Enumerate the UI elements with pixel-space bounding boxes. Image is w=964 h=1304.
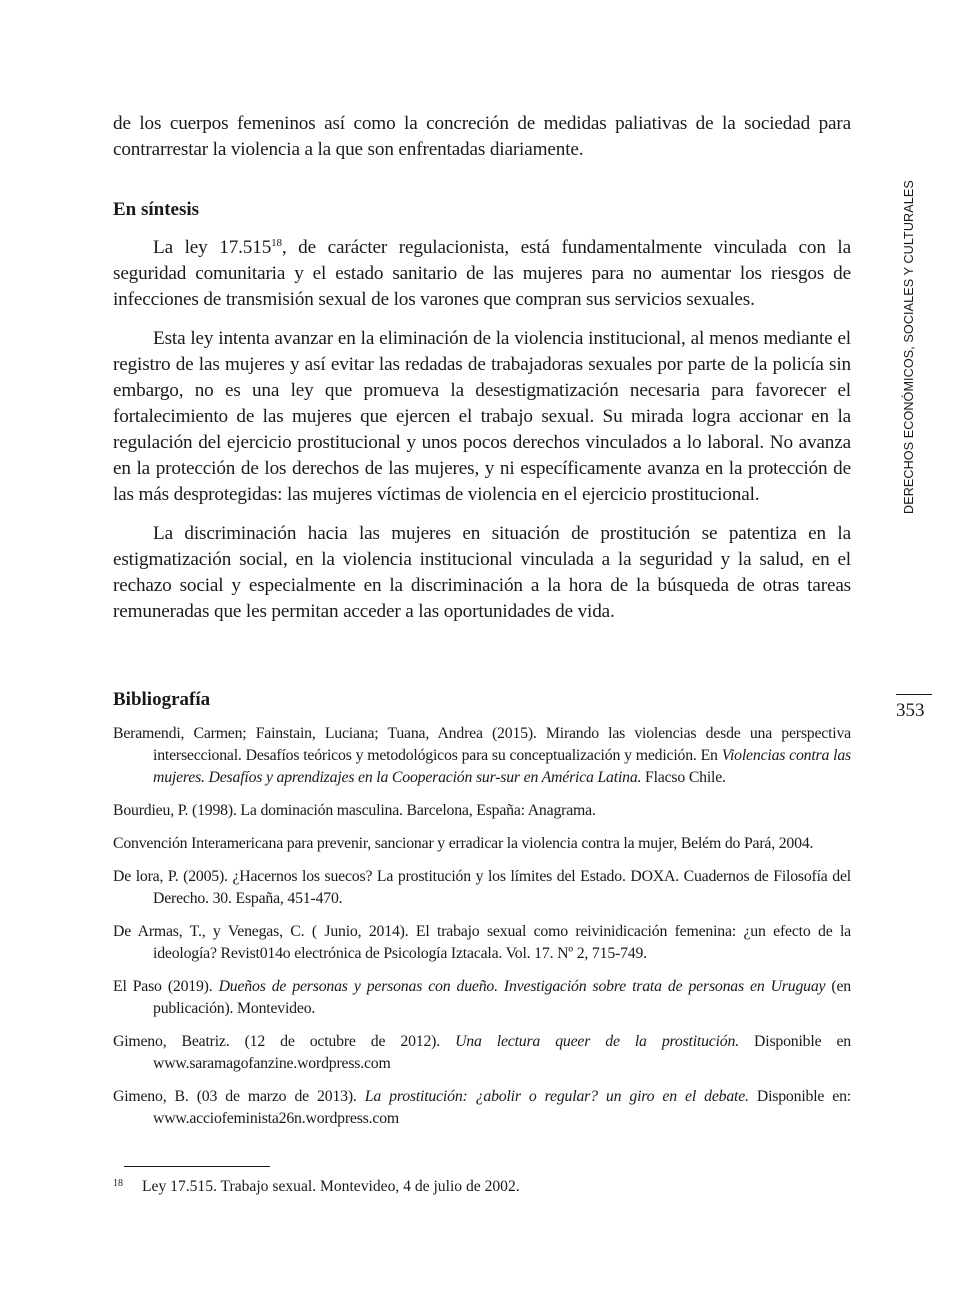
entry-text-end: Disponible en www.saramagofanzine.wordpress.com [153,1033,851,1072]
footnote-separator [124,1166,270,1167]
footnote-reference: 18 [271,237,282,249]
intro-paragraph-text: de los cuerpos femeninos así como la concreción de medidas paliativas de la sociedad para contrarrestar la violencia a la que son enfrentadas diariamente. [113,113,851,160]
bibliography-entry [113,976,851,1020]
entry-text: Gimeno, B. (03 de marzo de 2013). [113,1088,365,1105]
entry-text: Convención Interamericana para prevenir, sancionar y erradicar la violencia contra la mujer, Belém do Pará, 2004. [113,835,814,852]
bibliography-entry [113,723,851,789]
entry-title: La prostitución: ¿abolir o regular? un giro en el debate. [364,1088,749,1105]
entry-text: Beramendi, Carmen; Fainstain, Luciana; Tuana, Andrea (2015). Mirando las violencias desde una perspectiva interseccional. Desafíos teóricos y metodológicos para su conceptualización y medición. En [113,725,851,764]
entry-text-end: Flacso Chile. [641,769,726,786]
entry-text-end: Disponible en: www.acciofeminista26n.wordpress.com [153,1088,852,1127]
bibliography-list [113,723,851,1130]
entry-text: El Paso (2019). [113,978,219,995]
entry-text: De Armas, T., y Venegas, C. ( Junio, 2014). El trabajo sexual como reivinidicación femenina: ¿un efecto de la ideología? Revist014o electrónica de Psicología Iztacala. Vol. 17. Nº 2, 715-749. [113,923,851,962]
bibliography-entry [113,1031,851,1075]
page-number-rule [896,694,932,695]
law-reference-text: La ley 17.515 [153,237,272,258]
intro-paragraph [113,111,851,163]
entry-text: De lora, P. (2005). ¿Hacernos los suecos? La prostitución y los límites del Estado. DOXA. Cuadernos de Filosofía del Derecho. 30. España, 451-470. [113,868,851,907]
synthesis-paragraph-2: Esta ley intenta avanzar en la eliminación de la violencia institucional, al menos mediante el registro de las mujeres y así evitar las redadas de trabajadoras sexuales por parte de la policía sin embargo, no es una ley que promueva la desestigmatización necesaria para favorecer el fortalecimiento de las mujeres que ejercen el trabajo sexual. Su mirada logra accionar en la regulación del ejercicio prostitucional y unos pocos derechos vinculados a lo laboral. No avanza en la protección de los derechos de las mujeres, y ni específicamente avanza en la protección de las más desprotegidas: las mujeres víctimas de violencia en el ejercicio prostitucional. [113,328,851,505]
entry-text: Gimeno, Beatriz. (12 de octubre de 2012). [113,1033,456,1050]
bibliography-entry [113,921,851,965]
synthesis-section [113,235,851,625]
synthesis-paragraph-3: La discriminación hacia las mujeres en situación de prostitución se patentiza en la estigmatización social, en la violencia institucional vinculada a la seguridad y la salud, en el rechazo social y especialmente en la discriminación a la hora de la búsqueda de otras tareas remuneradas que les permitan acceder a las oportunidades de vida. [113,523,851,622]
synthesis-paragraph-1 [113,235,851,313]
bibliography-entry [113,1086,851,1130]
bibliography-entry [113,833,851,855]
section-heading-bibliography: Bibliografía [113,689,211,710]
entry-text-end: (en publicación). Montevideo. [153,978,852,1017]
entry-title: Una lectura queer de la prostitución. [455,1033,739,1050]
section-heading-synthesis: En síntesis [113,199,200,220]
entry-title: Violencias contra las mujeres. Desafíos y aprendizajes en la Cooperación sur-sur en América Latina. [153,747,851,786]
footnote-text: Ley 17.515. Trabajo sexual. Montevideo, 4 de julio de 2002. [142,1178,520,1195]
bibliography-entry [113,866,851,910]
page-number: 353 [896,700,925,721]
entry-text: Bourdieu, P. (1998). La dominación masculina. Barcelona, España: Anagrama. [113,802,596,819]
running-header: DERECHOS ECONÓMICOS, SOCIALES Y CULTURALES [902,180,916,514]
synthesis-paragraph-1-rest: , de carácter regulacionista, está fundamentalmente vinculada con la seguridad comunitaria y el estado sanitario de las mujeres para no aumentar los riesgos de infecciones de transmisión sexual de los varones que compran sus servicios sexuales. [113,237,851,310]
entry-title: Dueños de personas y personas con dueño. Investigación sobre trata de personas en Uruguay [218,978,826,995]
footnote-mark: 18 [113,1178,123,1189]
bibliography-entry [113,800,851,822]
